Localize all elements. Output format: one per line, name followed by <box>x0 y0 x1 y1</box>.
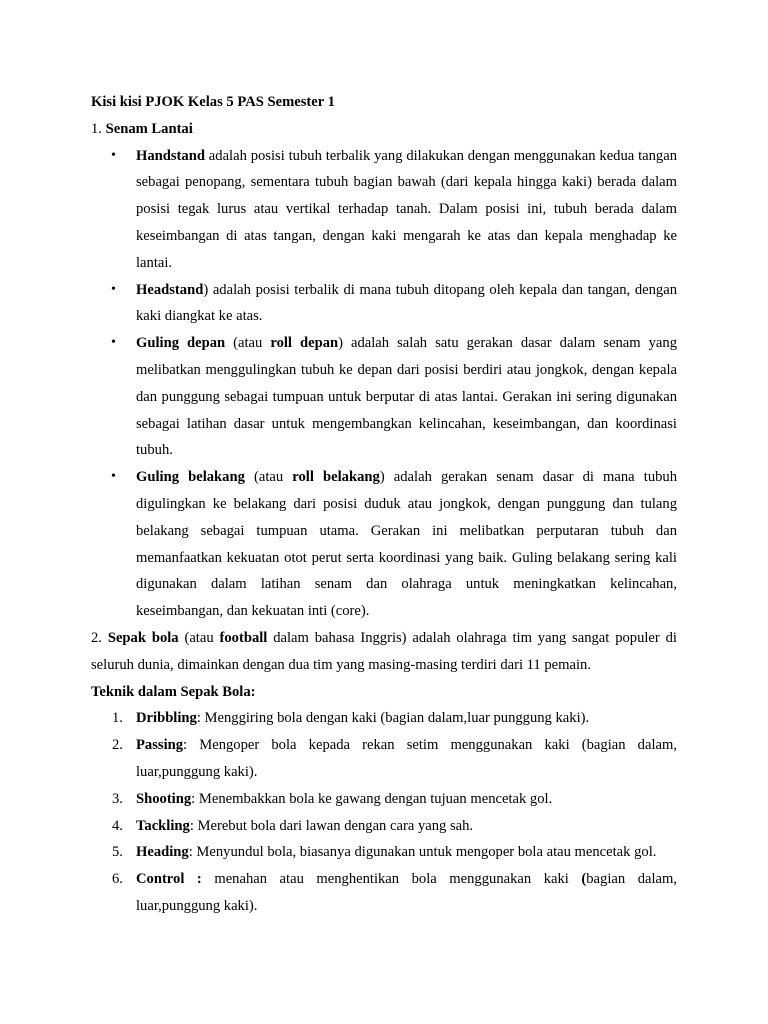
bullet-icon: • <box>111 281 116 297</box>
term-headstand: Headstand <box>136 281 204 298</box>
list-item-tackling <box>91 813 677 840</box>
term-shooting: Shooting <box>136 790 192 807</box>
bullet-icon: • <box>111 469 116 485</box>
term-roll-belakang: roll belakang <box>292 469 380 486</box>
term-tackling: Tackling <box>136 817 190 834</box>
list-item-headstand <box>91 277 677 331</box>
desc-tackling: : Merebut bola dari lawan dengan cara yang sah. <box>189 817 474 834</box>
list-number: 2. <box>112 737 123 754</box>
list-item-shooting <box>91 786 677 813</box>
term-passing: Passing <box>136 737 184 754</box>
desc-guling-depan: ) adalah salah satu gerakan dasar dalam senam yang melibatkan menggulingkan tubuh ke depan dari posisi berdiri atau jongkok, dengan kepala dan punggung sebagai tumpuan untuk berputar di atas lantai. Gerakan ini sering digunakan sebagai latihan dasar untuk mengembangkan kelincahan, keseimbangan, dan koordinasi tubuh. <box>136 335 677 459</box>
list-item-guling-belakang <box>91 464 677 625</box>
list-item-guling-depan <box>91 330 677 464</box>
section-2-paragraph <box>91 625 677 679</box>
desc-control: menahan atau menghentikan bola menggunakan kaki <box>201 871 582 888</box>
desc-headstand: ) adalah posisi terbalik di mana tubuh ditopang oleh kepala dan tangan, dengan kaki diangkat ke atas. <box>136 281 677 325</box>
teknik-heading: Teknik dalam Sepak Bola: <box>91 683 256 700</box>
desc-heading: : Menyundul bola, biasanya digunakan untuk mengoper bola atau mencetak gol. <box>188 844 657 861</box>
list-item-handstand <box>91 143 677 277</box>
desc-dribbling: : Menggiring bola dengan kaki (bagian dalam,luar punggung kaki). <box>196 710 590 727</box>
senam-lantai-list <box>91 143 677 625</box>
list-number: 1. <box>112 710 123 727</box>
list-item-passing <box>91 732 677 786</box>
section-1-title: Senam Lantai <box>105 120 193 137</box>
term-sepak-bola: Sepak bola <box>107 629 179 646</box>
paren-open: (atau <box>225 335 271 352</box>
desc-sepak-bola: dalam bahasa Inggris) adalah olahraga tim yang sangat populer di seluruh dunia, dimainkan dengan dua tim yang masing-masing terdiri dari 11 pemain. <box>91 629 677 673</box>
paren-open: (atau <box>178 629 220 646</box>
list-number: 4. <box>112 817 123 834</box>
paren-open: (atau <box>244 469 293 486</box>
term-heading: Heading <box>136 844 189 861</box>
term-control: Control : <box>136 871 202 888</box>
list-item-control <box>91 866 677 920</box>
desc-handstand: adalah posisi tubuh terbalik yang dilakukan dengan menggunakan kedua tangan sebagai penopang, sementara tubuh bagian bawah (dari kepala hingga kaki) berada dalam posisi tegak lurus atau vertikal terhadap tanah. Dalam posisi ini, tubuh berada dalam keseimbangan di atas tangan, dengan kaki mengarah ke atas dan kepala menghadap ke lantai. <box>136 147 677 271</box>
term-dribbling: Dribbling <box>136 710 197 727</box>
desc-control-2: bagian dalam, luar,punggung kaki). <box>136 871 678 914</box>
desc-passing: : Mengoper bola kepada rekan setim menggunakan kaki (bagian dalam, luar,punggung kaki). <box>136 737 677 780</box>
list-item-dribbling <box>91 705 677 732</box>
section-1-heading <box>91 116 677 143</box>
list-number: 3. <box>112 790 123 807</box>
paren-open: ( <box>581 871 587 888</box>
term-guling-depan: Guling depan <box>136 335 226 352</box>
list-item-heading <box>91 839 677 866</box>
list-number: 5. <box>112 844 123 861</box>
desc-shooting: : Menembakkan bola ke gawang dengan tujuan mencetak gol. <box>191 790 553 807</box>
section-2-number: 2. <box>91 629 102 646</box>
document-title: Kisi kisi PJOK Kelas 5 PAS Semester 1 <box>91 94 335 110</box>
term-guling-belakang: Guling belakang <box>136 469 245 486</box>
bullet-icon: • <box>111 335 116 351</box>
term-football: football <box>219 629 268 646</box>
term-roll-depan: roll depan <box>270 335 339 352</box>
section-1-number: 1. <box>91 120 102 137</box>
teknik-list <box>91 705 677 919</box>
term-handstand: Handstand <box>136 147 205 164</box>
desc-guling-belakang: ) adalah gerakan senam dasar di mana tubuh digulingkan ke belakang dari posisi duduk atau jongkok, dengan punggung dan tulang belakang sebagai tumpuan utama. Gerakan ini melibatkan perputaran tubuh dan memanfaatkan kekuatan otot perut serta koordinasi yang baik. Guling belakang sering kali digunakan dalam latihan senam dan olahraga untuk meningkatkan kelincahan, keseimbangan, dan kekuatan inti (core). <box>136 469 678 620</box>
list-number: 6. <box>112 871 123 888</box>
bullet-icon: • <box>111 147 116 163</box>
document-page <box>91 89 677 920</box>
